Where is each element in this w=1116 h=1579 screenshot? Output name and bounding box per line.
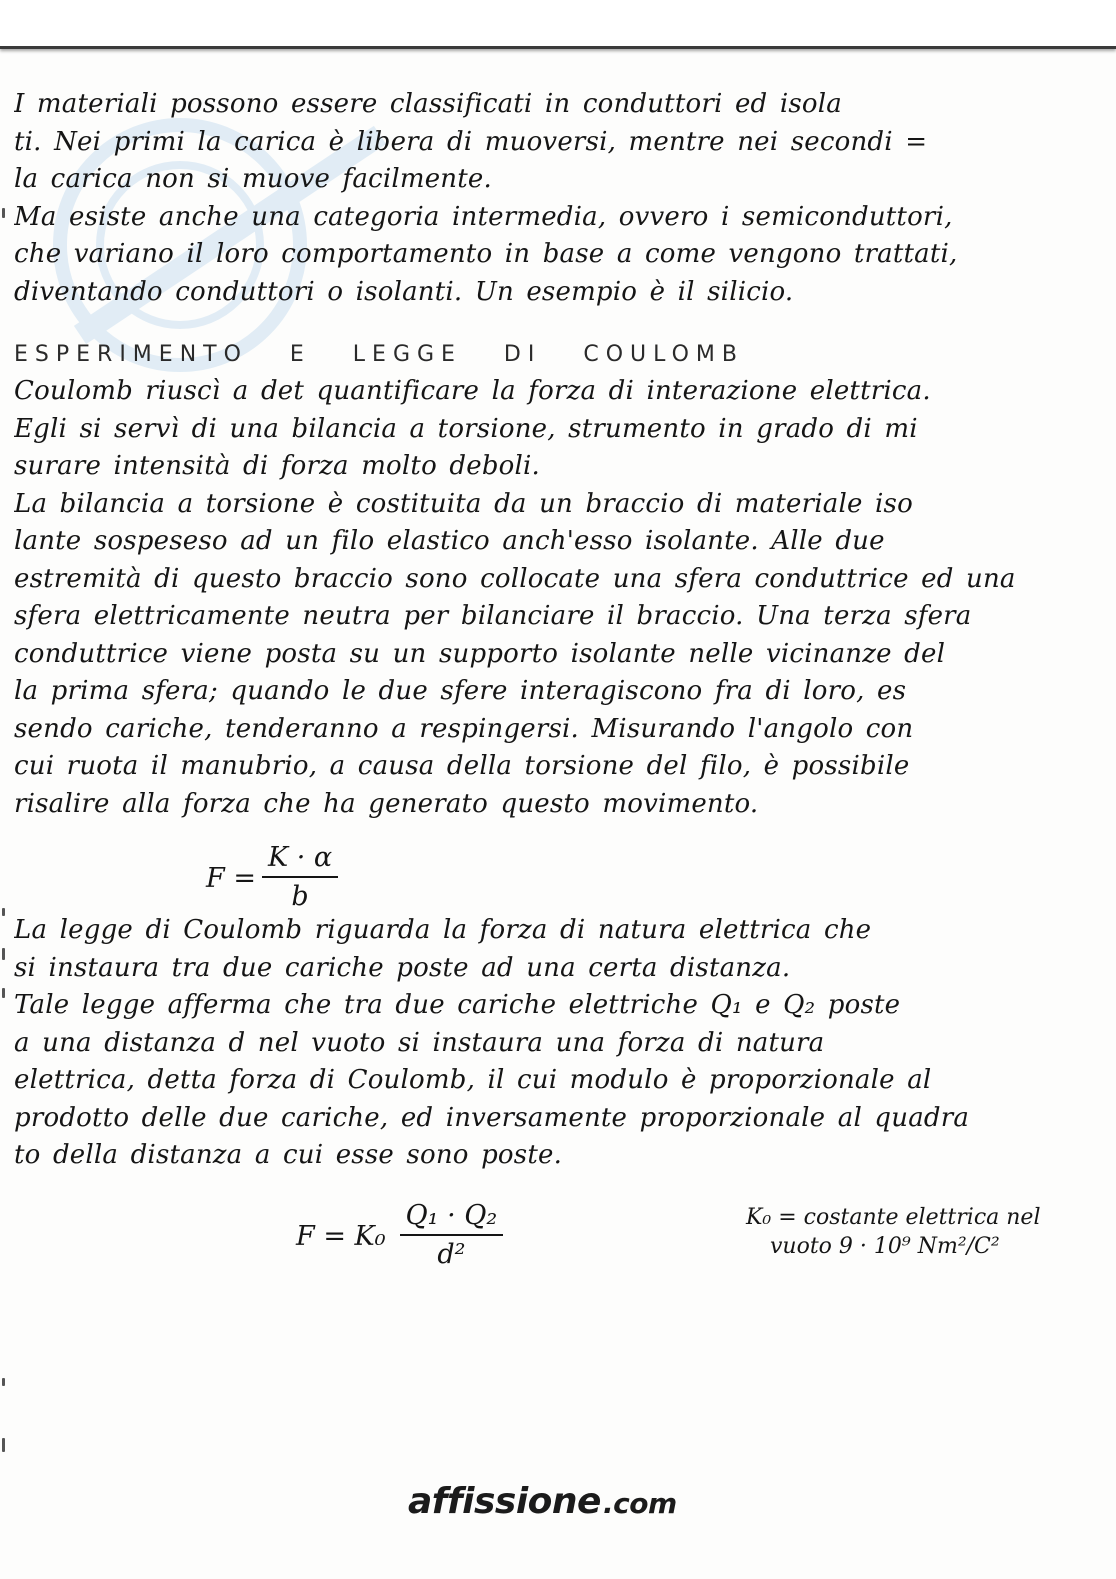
text-line: to della distanza a cui esse sono poste. <box>14 1140 563 1170</box>
section-heading: ESPERIMENTO E LEGGE DI COULOMB <box>14 342 744 367</box>
coulomb-law-formula <box>296 1200 503 1272</box>
text-line: La bilancia a torsione è costituita da un braccio di materiale iso <box>14 488 913 519</box>
text-line: che variano il loro comportamento in base a come vengono trattati, <box>14 239 958 269</box>
formula-denominator: b <box>291 881 309 912</box>
formula-fraction <box>400 1200 504 1272</box>
handwritten-notes <box>14 86 1092 823</box>
text-line: prodotto delle due cariche, ed inversamente proporzionale al quadra <box>14 1102 970 1133</box>
text-line: La legge di Coulomb riguarda la forza di natura elettrica che <box>14 915 872 945</box>
text-line: ti. Nei primi la carica è libera di muoversi, mentre nei secondi = <box>14 126 928 157</box>
text-line: Tale legge afferma che tra due cariche elettriche Q₁ e Q₂ poste <box>14 990 901 1020</box>
formula-lhs: F = K₀ <box>296 1220 386 1252</box>
text-line: a una distanza d nel vuoto si instaura una forza di natura <box>14 1027 825 1058</box>
text-line: Coulomb riuscì a det quantificare la forza di interazione elettrica. <box>14 376 931 406</box>
torsion-force-formula <box>206 842 338 914</box>
formula-denominator: d² <box>437 1239 466 1270</box>
text-line: si instaura tra due cariche poste ad una certa distanza. <box>14 952 791 983</box>
text-line: surare intensità di forza molto deboli. <box>14 451 541 481</box>
text-line: Egli si servì di una bilancia a torsione, strumento in grado di mi <box>14 413 918 444</box>
text-line: risalire alla forza che ha generato questo movimento. <box>14 788 759 819</box>
text-line: Ma esiste anche una categoria intermedia, ovvero i semiconduttori, <box>14 201 953 232</box>
constant-note-line: K₀ = costante elettrica nel <box>746 1205 1041 1230</box>
text-line: la carica non si muove facilmente. <box>14 164 492 194</box>
text-line: I materiali possono essere classificati in conduttori ed isola <box>14 89 842 119</box>
scan-left-margin-marks <box>0 48 8 1488</box>
scan-top-edge <box>0 0 1116 49</box>
formula-numerator: K · α <box>262 842 338 878</box>
text-line: sendo cariche, tenderanno a respingersi. Misurando l'angolo con <box>14 713 914 744</box>
affissione-logo <box>408 1478 688 1533</box>
text-line: cui ruota il manubrio, a causa della torsione del filo, è possibile <box>14 751 910 781</box>
text-line: conduttrice viene posta su un supporto isolante nelle vicinanze del <box>14 638 946 669</box>
coulomb-law-paragraph <box>14 912 1092 1175</box>
formula-fraction <box>262 842 338 914</box>
svg-text:.com: .com <box>603 1487 677 1520</box>
formula-numerator: Q₁ · Q₂ <box>400 1200 504 1236</box>
text-line: la prima sfera; quando le due sfere interagiscono fra di loro, es <box>14 676 907 706</box>
text-line: sfera elettricamente neutra per bilanciare il braccio. Una terza sfera <box>14 601 972 631</box>
svg-text:affissione: affissione <box>408 1481 601 1522</box>
constant-note-line: vuoto 9 · 10⁹ Nm²/C² <box>770 1234 1000 1259</box>
text-line: estremità di questo braccio sono collocate una sfera conduttrice ed una <box>14 563 1016 594</box>
formula-lhs: F = <box>206 862 256 894</box>
text-line: lante sospeseso ad un filo elastico anch'esso isolante. Alle due <box>14 526 885 556</box>
logo-wordmark <box>408 1478 688 1524</box>
text-line: elettrica, detta forza di Coulomb, il cui modulo è proporzionale al <box>14 1065 932 1095</box>
text-line: diventando conduttori o isolanti. Un esempio è il silicio. <box>14 276 794 307</box>
constant-annotation <box>746 1203 1040 1261</box>
